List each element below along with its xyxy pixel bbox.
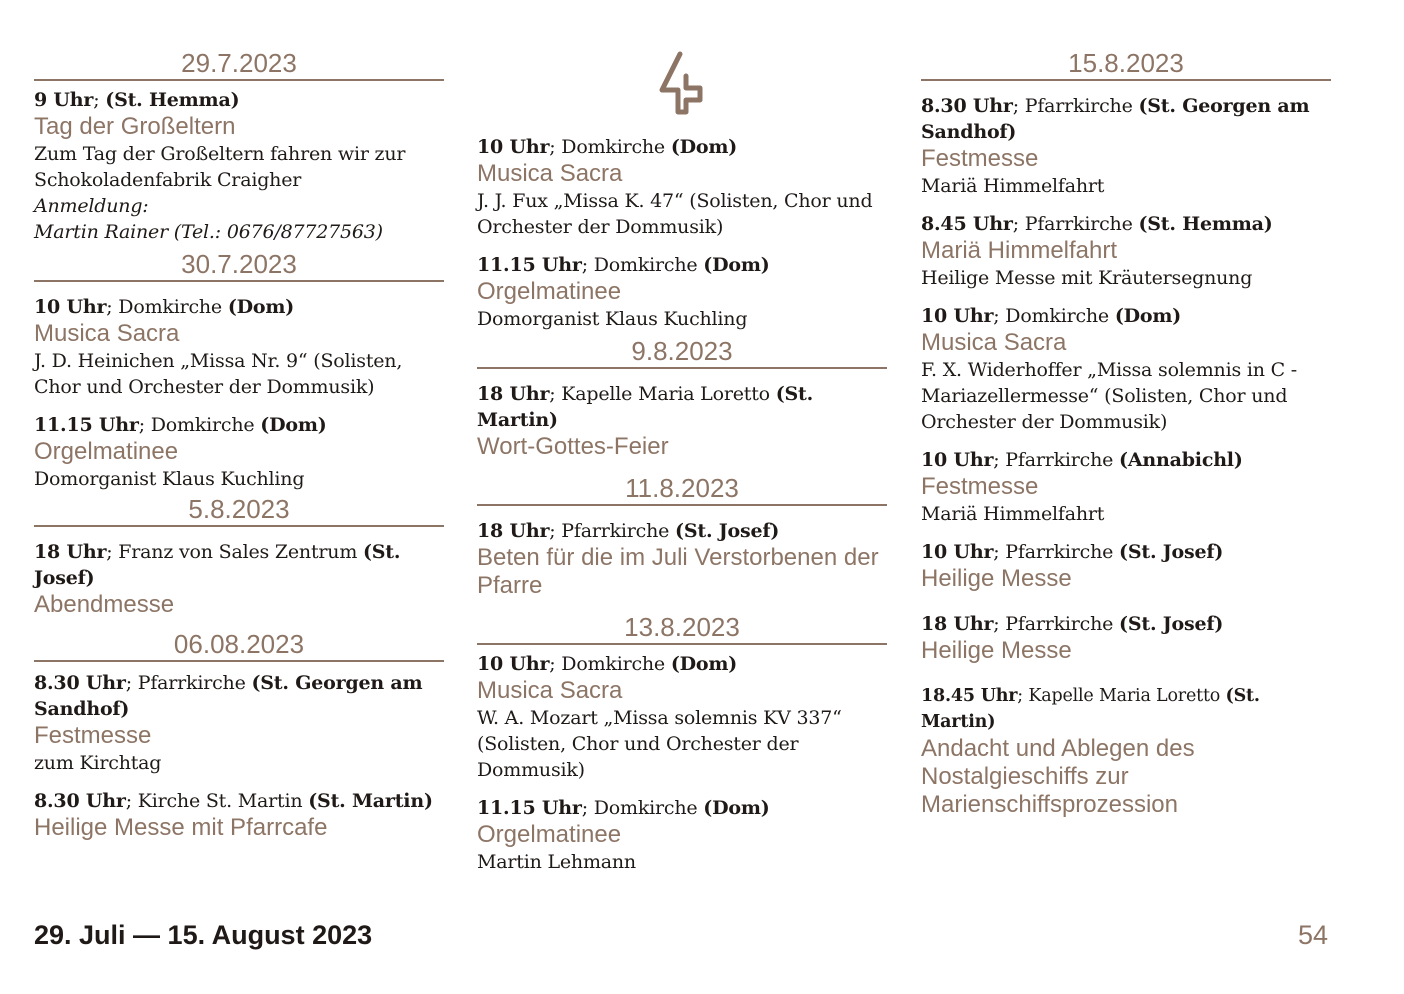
event-meta: 10 Uhr; Domkirche (Dom)	[477, 136, 738, 158]
event-meta: 18 Uhr; Pfarrkirche (St. Josef)	[921, 613, 1224, 635]
event-church: Dom	[679, 136, 729, 158]
event-entry	[477, 518, 887, 600]
event-entry	[34, 87, 444, 245]
event-meta: 18.45 Uhr; Kapelle Maria Loretto (St. Martin)	[921, 686, 1260, 732]
event-entry	[477, 651, 887, 783]
event-meta: 18 Uhr; Kapelle Maria Loretto (St. Martin)	[477, 383, 814, 431]
event-church: St. Martin	[477, 383, 814, 431]
event-entry	[34, 412, 444, 492]
event-place: Pfarrkirche	[1005, 449, 1114, 471]
event-time: 8.30 Uhr	[921, 95, 1013, 117]
event-description: Mariä Himmelfahrt	[921, 175, 1105, 197]
event-entry	[477, 795, 887, 875]
event-time: 8.30 Uhr	[34, 790, 126, 812]
event-church: St. Martin	[317, 790, 424, 812]
event-meta: 9 Uhr; (St. Hemma)	[34, 89, 240, 111]
event-time: 18 Uhr	[921, 613, 994, 635]
date-heading: 30.7.2023	[34, 249, 444, 282]
event-church: St. Josef	[34, 541, 401, 589]
date-heading: 06.08.2023	[34, 629, 444, 662]
event-time: 10 Uhr	[34, 296, 107, 318]
event-description: Martin Lehmann	[477, 851, 636, 873]
event-entry	[477, 134, 887, 240]
event-entry	[34, 294, 444, 400]
event-time: 10 Uhr	[921, 449, 994, 471]
event-title: Heilige Messe mit Pfarrcafe	[34, 814, 328, 841]
event-entry	[921, 211, 1331, 291]
event-description: Heilige Messe mit Kräutersegnung	[921, 267, 1253, 289]
date-heading: 13.8.2023	[477, 612, 887, 645]
event-description: J. J. Fux „Missa K. 47“ (Solisten, Chor und Orchester der Dommusik)	[477, 190, 873, 238]
event-meta: 10 Uhr; Domkirche (Dom)	[921, 305, 1182, 327]
footer-date-range: 29. Juli — 15. August 2023	[34, 920, 373, 950]
event-title: Wort-Gottes-Feier	[477, 433, 669, 460]
event-church: St. Josef	[1127, 613, 1215, 635]
event-church: St. Josef	[683, 520, 771, 542]
diocese-cross-logo	[477, 50, 887, 132]
event-time: 10 Uhr	[921, 305, 994, 327]
event-time: 11.15 Uhr	[477, 254, 582, 276]
event-title: Heilige Messe	[921, 637, 1072, 664]
date-heading: 29.7.2023	[34, 48, 444, 81]
page-number: 54	[1297, 920, 1328, 950]
event-time: 11.15 Uhr	[477, 797, 582, 819]
event-description: zum Kirchtag	[34, 752, 162, 774]
date-heading: 11.8.2023	[477, 473, 887, 506]
event-meta: 8.30 Uhr; Pfarrkirche (St. Georgen am Sandhof)	[34, 672, 423, 720]
event-place: Franz von Sales Zentrum	[118, 541, 358, 563]
event-entry	[921, 539, 1331, 593]
event-time: 18 Uhr	[477, 383, 550, 405]
event-registration-label: Anmeldung:	[34, 195, 149, 217]
event-description: Mariä Himmelfahrt	[921, 503, 1105, 525]
event-entry	[477, 381, 887, 461]
event-church: St. Hemma	[114, 89, 231, 111]
event-time: 18.45 Uhr	[921, 686, 1018, 706]
event-meta: 11.15 Uhr; Domkirche (Dom)	[477, 797, 770, 819]
column-1	[34, 48, 444, 854]
event-church: Dom	[679, 653, 729, 675]
event-description: Zum Tag der Großeltern fahren wir zur Schokoladenfabrik Craigher	[34, 143, 406, 191]
event-church: St. Georgen am Sandhof	[34, 672, 423, 720]
event-place: Domkirche	[593, 254, 698, 276]
event-description: J. D. Heinichen „Missa Nr. 9“ (Solisten, Chor und Orchester der Dommusik)	[34, 350, 403, 398]
event-registration-contact: Martin Rainer (Tel.: 0676/87727563)	[34, 221, 383, 243]
event-meta: 8.30 Uhr; Kirche St. Martin (St. Martin)	[34, 790, 433, 812]
event-title: Musica Sacra	[921, 329, 1067, 356]
event-title: Orgelmatinee	[477, 821, 622, 848]
event-place: Kirche St. Martin	[137, 790, 303, 812]
event-entry	[34, 788, 444, 842]
event-time: 9 Uhr	[34, 89, 94, 111]
event-church: Dom	[712, 254, 761, 276]
event-church: Dom	[1123, 305, 1173, 327]
event-title: Beten für die im Juli Verstorbenen der Pfarre	[477, 544, 879, 599]
event-entry	[34, 670, 444, 776]
date-heading: 15.8.2023	[921, 48, 1331, 81]
event-church: Annabichl	[1127, 449, 1234, 471]
event-title: Musica Sacra	[477, 677, 623, 704]
event-title: Festmesse	[921, 145, 1039, 172]
event-title: Tag der Großeltern	[34, 113, 236, 140]
event-time: 10 Uhr	[477, 136, 550, 158]
event-entry	[477, 252, 887, 332]
event-place: Domkirche	[150, 414, 255, 436]
event-place: Pfarrkirche	[1024, 95, 1133, 117]
event-place: Pfarrkirche	[561, 520, 670, 542]
event-meta: 18 Uhr; Pfarrkirche (St. Josef)	[477, 520, 780, 542]
event-title: Festmesse	[34, 722, 152, 749]
event-entry	[921, 93, 1331, 199]
event-title: Andacht und Ablegen des Nostalgieschiffs zur Marienschiffsprozession	[921, 735, 1195, 818]
event-place: Domkirche	[561, 653, 665, 675]
event-description: F. X. Widerhoffer „Missa solemnis in C - Mariazellermesse“ (Solisten, Chor und Orchester der Dommusik)	[921, 359, 1297, 433]
date-heading: 9.8.2023	[477, 336, 887, 369]
event-meta: 11.15 Uhr; Domkirche (Dom)	[34, 414, 327, 436]
event-time: 11.15 Uhr	[34, 414, 139, 436]
event-description: Domorganist Klaus Kuchling	[477, 308, 748, 330]
event-church: St. Martin	[921, 686, 1260, 732]
date-heading: 5.8.2023	[34, 494, 444, 527]
event-church: Dom	[712, 797, 761, 819]
event-place: Pfarrkirche	[1024, 213, 1133, 235]
event-place: Domkirche	[593, 797, 698, 819]
event-church: St. Georgen am Sandhof	[921, 95, 1310, 143]
event-entry	[921, 447, 1331, 527]
event-place: Kapelle Maria Loretto	[561, 383, 770, 405]
event-description: Domorganist Klaus Kuchling	[34, 468, 305, 490]
event-time: 18 Uhr	[477, 520, 550, 542]
event-description: W. A. Mozart „Missa solemnis KV 337“ (Solisten, Chor und Orchester der Dommusik)	[477, 707, 842, 781]
column-3	[921, 48, 1331, 831]
event-entry	[921, 683, 1331, 819]
event-meta: 10 Uhr; Domkirche (Dom)	[34, 296, 295, 318]
event-place: Domkirche	[1005, 305, 1109, 327]
event-meta: 11.15 Uhr; Domkirche (Dom)	[477, 254, 770, 276]
cross-logo-icon	[656, 50, 708, 118]
event-meta: 10 Uhr; Domkirche (Dom)	[477, 653, 738, 675]
column-2	[477, 0, 887, 887]
event-place: Domkirche	[561, 136, 665, 158]
event-meta: 18 Uhr; Franz von Sales Zentrum (St. Josef)	[34, 541, 401, 589]
event-title: Abendmesse	[34, 591, 175, 618]
event-church: St. Hemma	[1147, 213, 1264, 235]
event-time: 10 Uhr	[477, 653, 550, 675]
event-church: Dom	[269, 414, 318, 436]
event-place: Domkirche	[118, 296, 222, 318]
event-place: Pfarrkirche	[1005, 613, 1114, 635]
event-title: Heilige Messe	[921, 565, 1072, 592]
event-title: Orgelmatinee	[34, 438, 179, 465]
event-church: St. Josef	[1127, 541, 1215, 563]
event-entry	[921, 303, 1331, 435]
event-time: 8.45 Uhr	[921, 213, 1013, 235]
event-place: Pfarrkirche	[137, 672, 246, 694]
event-meta: 8.45 Uhr; Pfarrkirche (St. Hemma)	[921, 213, 1273, 235]
event-church: Dom	[236, 296, 286, 318]
event-title: Mariä Himmelfahrt	[921, 237, 1118, 264]
event-title: Orgelmatinee	[477, 278, 622, 305]
event-meta: 10 Uhr; Pfarrkirche (Annabichl)	[921, 449, 1243, 471]
event-title: Festmesse	[921, 473, 1039, 500]
event-entry	[34, 539, 444, 619]
event-place: Kapelle Maria Loretto	[1028, 686, 1221, 706]
event-entry	[921, 611, 1331, 665]
event-title: Musica Sacra	[34, 320, 180, 347]
event-meta: 10 Uhr; Pfarrkirche (St. Josef)	[921, 541, 1224, 563]
event-title: Musica Sacra	[477, 160, 623, 187]
event-place: Pfarrkirche	[1005, 541, 1114, 563]
event-time: 8.30 Uhr	[34, 672, 126, 694]
event-time: 18 Uhr	[34, 541, 107, 563]
event-time: 10 Uhr	[921, 541, 994, 563]
event-meta: 8.30 Uhr; Pfarrkirche (St. Georgen am Sandhof)	[921, 95, 1310, 143]
